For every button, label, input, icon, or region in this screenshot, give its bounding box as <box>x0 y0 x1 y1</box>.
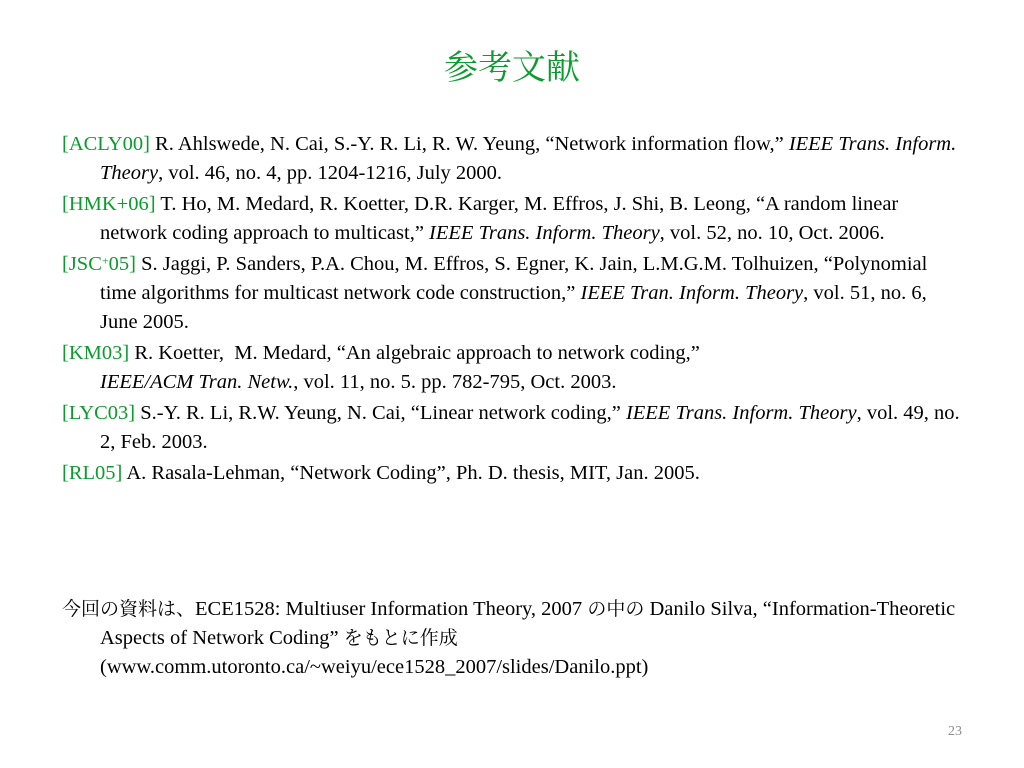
reference-item-jsc05 <box>62 250 962 337</box>
reference-item-hmk06 <box>62 190 962 248</box>
reference-authors: R. Ahlswede, N. Cai, S.-Y. R. Li, R. W. Yeung, “Network information flow,” <box>149 133 789 155</box>
reference-key: [RL05] <box>62 462 123 484</box>
credit-url: (www.comm.utoronto.ca/~weiyu/ece1528_2007/slides/Danilo.ppt) <box>100 656 649 678</box>
reference-key <box>62 253 136 275</box>
reference-key-superscript: + <box>101 253 109 268</box>
reference-details: , vol. 11, no. 5. pp. 782-795, Oct. 2003. <box>293 371 617 393</box>
reference-details: , vol. 49, no. 2, Feb. 2003. <box>100 402 960 453</box>
reference-item-acly00 <box>62 130 962 188</box>
reference-journal: IEEE Trans. Inform. Theory <box>429 222 660 244</box>
credit-author-talk: Danilo Silva, “Information-Theoretic Aspects of Network Coding” <box>100 598 956 649</box>
reference-authors: S. Jaggi, P. Sanders, P.A. Chou, M. Effros, S. Egner, K. Jain, L.M.G.M. Tolhuizen, “Polynomial time algorithms for multicast network code construction,” <box>100 253 928 304</box>
reference-item-km03 <box>62 339 962 397</box>
credit-of: の中の <box>587 598 645 620</box>
reference-journal: IEEE Trans. Inform. Theory <box>100 133 957 184</box>
credit-based-on: をもとに作成 <box>343 627 458 649</box>
credit-course: ECE1528: Multiuser Information Theory, 2007 <box>195 598 588 620</box>
reference-key: [HMK+06] <box>62 193 156 215</box>
reference-authors: A. Rasala-Lehman, “Network Coding”, Ph. D. thesis, MIT, Jan. 2005. <box>122 462 700 484</box>
reference-journal: IEEE Tran. Inform. Theory <box>580 282 804 304</box>
reference-details: , vol. 51, no. 6, June 2005. <box>100 282 927 333</box>
reference-authors: S.-Y. R. Li, R.W. Yeung, N. Cai, “Linear network coding,” <box>135 402 626 424</box>
reference-key-suffix: 05] <box>108 253 136 275</box>
reference-key: [KM03] <box>62 342 130 364</box>
reference-details: , vol. 52, no. 10, Oct. 2006. <box>659 222 885 244</box>
reference-item-lyc03 <box>62 399 962 457</box>
reference-authors: R. Koetter, M. Medard, “An algebraic approach to network coding,” <box>129 342 706 364</box>
page-number: 23 <box>948 724 962 739</box>
reference-key: [LYC03] <box>62 402 136 424</box>
reference-list <box>62 130 962 490</box>
source-credit <box>62 595 1000 682</box>
reference-key-prefix: [JSC <box>62 253 102 275</box>
reference-journal: IEEE/ACM Tran. Netw. <box>100 371 294 393</box>
reference-key: [ACLY00] <box>62 133 150 155</box>
reference-authors: T. Ho, M. Medard, R. Koetter, D.R. Karger, M. Effros, J. Shi, B. Leong, “A random linear network coding approach to multicast,” <box>100 193 899 244</box>
reference-details: , vol. 46, no. 4, pp. 1204-1216, July 2000. <box>158 162 503 184</box>
reference-item-rl05 <box>62 459 962 488</box>
credit-intro: 今回の資料は、 <box>62 598 196 620</box>
slide-title: 参考文献 <box>444 48 580 88</box>
reference-journal: IEEE Trans. Inform. Theory <box>625 402 857 424</box>
